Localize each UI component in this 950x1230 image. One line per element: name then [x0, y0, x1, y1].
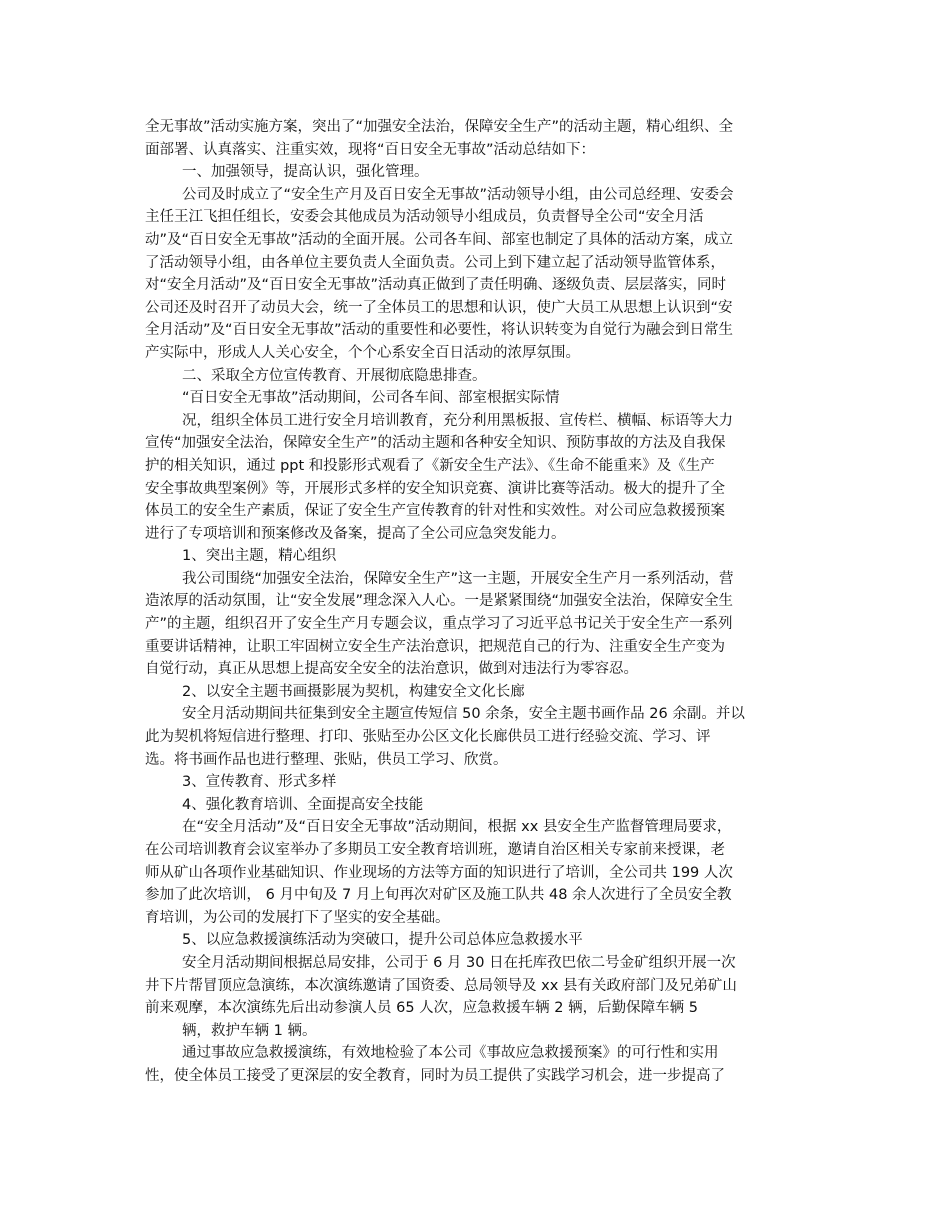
- text-line: 4、强化教育培训、全面提高安全技能: [182, 796, 424, 813]
- text-line: 造浓厚的活动氛围，让“安全发展”理念深入人心。一是紧紧围绕“加强安全法治，保障安全生: [145, 593, 734, 610]
- text-line: 产”的主题，组织召开了安全生产月专题会议，重点学习了习近平总书记关于安全生产一系列: [145, 616, 733, 633]
- text-line: 师从矿山各项作业基础知识、作业现场的方法等方面的知识进行了培训，全公司共 199 人次: [145, 864, 733, 881]
- text-line: “百日安全无事故”活动期间，公司各车间、部室根据实际情: [182, 390, 560, 407]
- text-line: 自觉行动，真正从思想上提高安全安全的法治意识，做到对违法行为零容忍。: [145, 661, 638, 678]
- text-line: 二、采取全方位宣传教育、开展彻底隐患排查。: [182, 367, 487, 384]
- text-line: 1、突出主题，精心组织: [182, 548, 337, 565]
- text-line: 公司及时成立了“安全生产月及百日安全无事故”活动领导小组，由公司总经理、安委会: [182, 186, 734, 203]
- text-line: 全月活动”及“百日安全无事故”活动的重要性和必要性，将认识转变为自觉行为融会到日常生: [145, 322, 734, 339]
- text-line: 况，组织全体员工进行安全月培训教育，充分利用黑板报、宣传栏、横幅、标语等大力: [182, 412, 733, 429]
- text-line: 辆，救护车辆 1 辆。: [182, 1022, 317, 1039]
- text-line: 在“安全月活动”及“百日安全无事故”活动期间，根据 xx 县安全生产监督管理局要求，: [182, 819, 732, 836]
- text-line: 动”及“百日安全无事故”活动的全面开展。公司各车间、部室也制定了具体的活动方案，成立: [145, 231, 734, 248]
- text-line: 通过事故应急救援演练，有效地检验了本公司《事故应急救援预案》的可行性和实用: [182, 1045, 719, 1062]
- text-line: 宣传“加强安全法治，保障安全生产”的活动主题和各种安全知识、预防事故的方法及自我保: [145, 435, 726, 452]
- text-line: 重要讲话精神，让职工牢固树立安全生产法治意识，把规范自己的行为、注重安全生产变为: [145, 638, 725, 655]
- text-line: 进行了专项培训和预案修改及备案，提高了全公司应急突发能力。: [145, 525, 566, 542]
- text-line: 安全月活动期间共征集到安全主题宣传短信 50 余条，安全主题书画作品 26 余副。并以: [182, 706, 745, 723]
- text-line: 我公司围绕“加强安全法治，保障安全生产”这一主题，开展安全生产月一系列活动，营: [182, 570, 734, 587]
- text-line: 3、宣传教育、形式多样: [182, 774, 337, 791]
- text-line: 5、以应急救援演练活动为突破口，提升公司总体应急救援水平: [182, 932, 583, 949]
- text-line: 在公司培训教育会议室举办了多期员工安全教育培训班，邀请自治区相关专家前来授课，老: [145, 842, 725, 858]
- text-line: 体员工的安全生产素质，保证了安全生产宣传教育的针对性和实效性。对公司应急救援预案: [145, 503, 725, 520]
- text-line: 主任王江飞担任组长，安委会其他成员为活动领导小组成员，负责督导全公司“安全月活: [145, 209, 704, 226]
- document-page: [145, 116, 805, 1088]
- text-line: 安全月活动期间根据总局安排，公司于 6 月 30 日在托库孜巴依二号金矿组织开展一次: [182, 954, 736, 971]
- text-line: 公司还及时召开了动员大会，统一了全体员工的思想和认识，使广大员工从思想上认识到“安: [145, 299, 733, 316]
- text-line: 对“安全月活动”及“百日安全无事故”活动真正做到了责任明确、逐级负责、层层落实，同时: [145, 277, 727, 294]
- text-line: 全无事故”活动实施方案，突出了“加强安全法治，保障安全生产”的活动主题，精心组织、全: [145, 119, 734, 135]
- text-line: 了活动领导小组，由各单位主要负责人全面负责。公司上到下建立起了活动领导监管体系，: [145, 254, 725, 271]
- text-line: 产实际中，形成人人关心安全，个个心系安全百日活动的浓厚氛围。: [145, 344, 580, 361]
- text-line: 选。将书画作品也进行整理、张贴，供员工学习、欣赏。: [145, 751, 508, 768]
- text-line: 井下片帮冒顶应急演练，本次演练邀请了国资委、总局领导及 xx 县有关政府部门及兄弟矿山: [145, 977, 737, 994]
- text-line: 前来观摩，本次演练先后出动参演人员 65 人次，应急救援车辆 2 辆，后勤保障车辆 5: [145, 1000, 698, 1017]
- text-line: 面部署、认真落实、注重实效，现将“百日安全无事故”活动总结如下：: [145, 141, 596, 158]
- text-line: 育培训，为公司的发展打下了坚实的安全基础。: [145, 909, 450, 926]
- text-line: 一、加强领导，提高认识，强化管理。: [182, 164, 429, 181]
- text-line: 安全事故典型案例》等，开展形式多样的安全知识竞赛、演讲比赛等活动。极大的提升了全: [145, 480, 725, 497]
- text-line: 护的相关知识，通过 ppt 和投影形式观看了《新安全生产法》、《生命不能重来》及《生产: [145, 457, 715, 474]
- text-line: 参加了此次培训， 6 月中旬及 7 月上旬再次对矿区及施工队共 48 余人次进行了全员安全教: [145, 887, 732, 904]
- text-line: 性，使全体员工接受了更深层的安全教育，同时为员工提供了实践学习机会，进一步提高了: [145, 1067, 725, 1084]
- text-line: 此为契机将短信进行整理、打印、张贴至办公区文化长廊供员工进行经验交流、学习、评: [145, 729, 711, 746]
- text-line: 2、以安全主题书画摄影展为契机，构建安全文化长廊: [182, 683, 525, 700]
